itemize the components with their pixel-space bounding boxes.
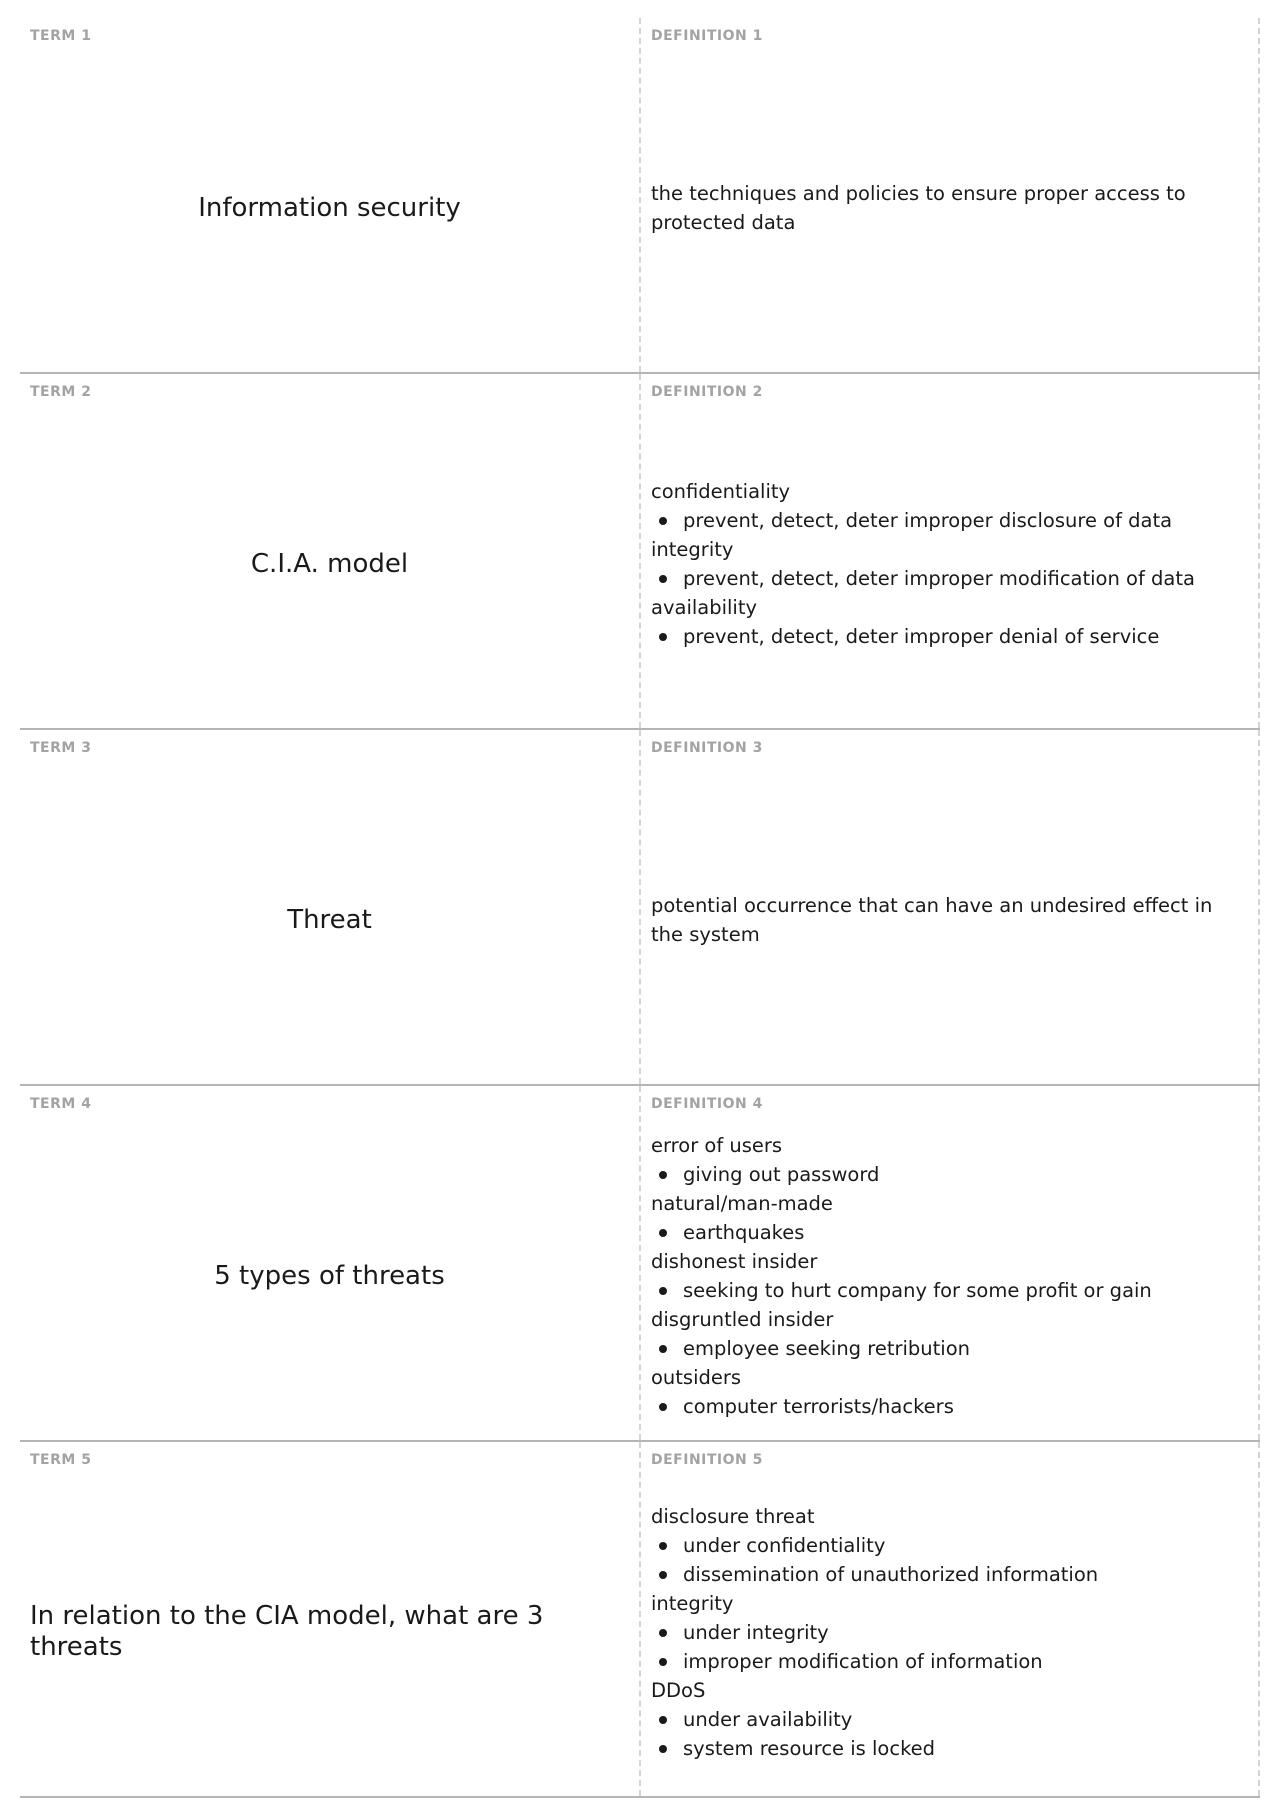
definition-line: availability [651,596,758,619]
term-text: C.I.A. model [250,548,409,579]
definition-line: outsiders [651,1366,742,1389]
definition-bullet: under availability [651,1705,1246,1734]
definition-bullet: prevent, detect, deter improper modification of data [651,564,1246,593]
term-cell [20,1086,641,1440]
definition-bullet: prevent, detect, deter improper denial of service [651,622,1246,651]
flashcard-sheet [20,18,1260,1798]
flashcard [20,1086,1260,1442]
term-cell [20,730,641,1084]
definition-bullet: improper modification of information [651,1647,1246,1676]
definition-text [651,400,1246,728]
term-label: TERM 2 [30,384,92,400]
term-text: In relation to the CIA model, what are 3 threats [30,1601,544,1662]
term-label: TERM 4 [30,1096,92,1112]
definition-line: error of users [651,1134,783,1157]
term-text: 5 types of threats [214,1260,445,1291]
term-cell [20,18,641,372]
definition-line: disclosure threat [651,1504,815,1528]
definition-bullet: under confidentiality [651,1531,1246,1560]
definition-cell [641,1442,1260,1796]
flashcard [20,18,1260,374]
definition-line: confidentiality [651,480,791,503]
flashcard [20,1442,1260,1798]
definition-text [651,44,1246,372]
definition-label: DEFINITION 3 [651,740,763,756]
definition-bullet: system resource is locked [651,1734,1246,1763]
definition-label: DEFINITION 4 [651,1096,763,1112]
definition-line: disgruntled insider [651,1308,834,1331]
definition-line: dishonest insider [651,1250,818,1273]
term-text: Threat [287,904,372,935]
term-text: Information security [198,192,461,223]
term-label: TERM 1 [30,28,92,44]
definition-cell [641,730,1260,1084]
definition-bullet: seeking to hurt company for some profit or gain [651,1276,1246,1305]
definition-label: DEFINITION 1 [651,28,763,44]
definition-label: DEFINITION 2 [651,384,763,400]
flashcard [20,374,1260,730]
definition-cell [641,374,1260,728]
definition-bullet: computer terrorists/hackers [651,1392,1246,1421]
definition-bullet: prevent, detect, deter improper disclosure of data [651,506,1246,535]
term-cell [20,1442,641,1796]
definition-line: potential occurrence that can have an undesired effect in the system [651,894,1213,946]
term-label: TERM 5 [30,1452,92,1468]
definition-text [651,1468,1246,1796]
definition-bullet: earthquakes [651,1218,1246,1247]
term-label: TERM 3 [30,740,92,756]
definition-line: DDoS [651,1678,706,1702]
definition-cell [641,1086,1260,1440]
term-cell [20,374,641,728]
definition-line: the techniques and policies to ensure proper access to protected data [651,182,1186,234]
definition-label: DEFINITION 5 [651,1452,763,1468]
flashcard [20,730,1260,1086]
definition-text [651,756,1246,1084]
definition-line: integrity [651,1591,734,1615]
definition-bullet: giving out password [651,1160,1246,1189]
definition-bullet: dissemination of unauthorized information [651,1560,1246,1589]
definition-text [651,1112,1246,1440]
definition-line: natural/man-made [651,1192,833,1215]
definition-bullet: employee seeking retribution [651,1334,1246,1363]
definition-line: integrity [651,538,734,561]
definition-cell [641,18,1260,372]
definition-bullet: under integrity [651,1618,1246,1647]
